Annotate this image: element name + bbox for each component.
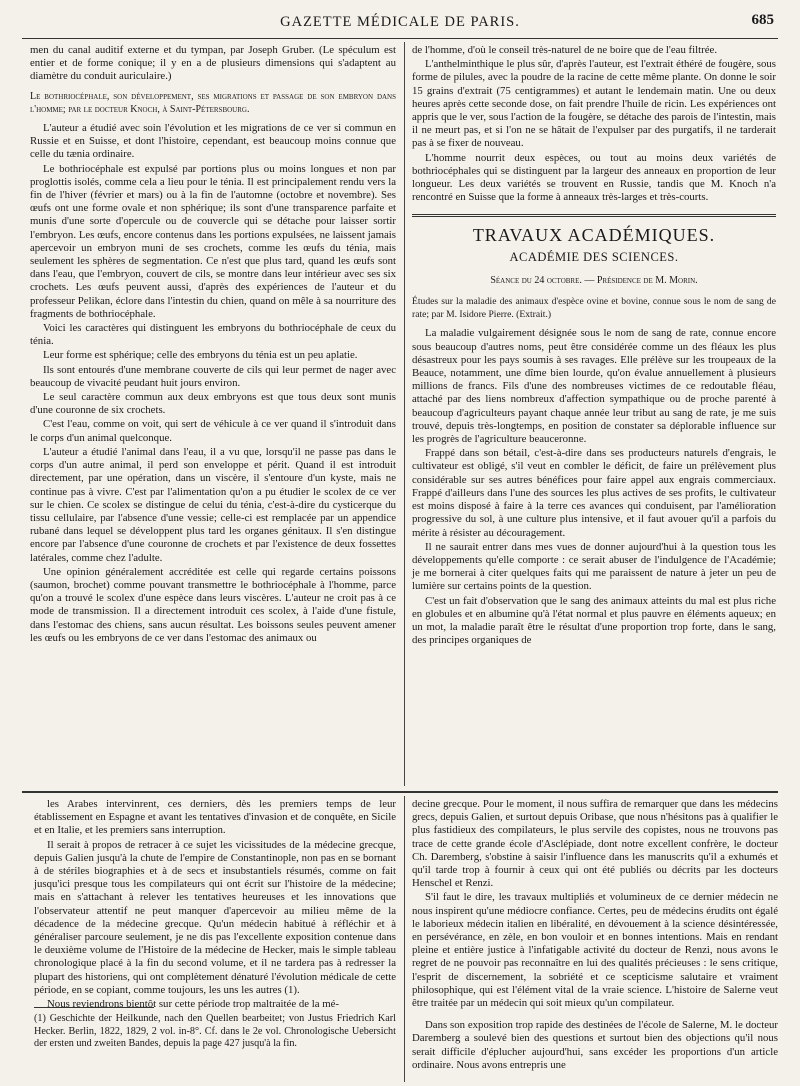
top-left-column (30, 44, 396, 786)
section-heading: TRAVAUX ACADÉMIQUES. (472, 225, 716, 246)
paragraph: Ils sont entourés d'une membrane couverte de cils qui leur permet de nager avec beaucoup de vivacité peudant huit jours environ. (30, 363, 396, 389)
feuilleton-rule (22, 791, 778, 793)
paragraph: les Arabes intervinrent, ces derniers, dès les premiers temps de leur établissement en Espagne et avant les tentatives d'invasion et de conquête, en Sicile et en Italie, et les premiers sans interruption. (34, 798, 396, 837)
paragraph: de l'homme, d'où le conseil très-naturel de ne boire que de l'eau filtrée. (412, 44, 718, 56)
bottom-left-column (34, 798, 396, 1011)
paragraph: decine grecque. Pour le moment, il nous suffira de remarquer que dans les médecins grecs, depuis Galien, et surtout depuis Oribase, que nous n'hésitons pas à qualifier le plus fastidieux des compilateurs, le plus servile des copistes, nous ne trouvons pas trace de cette grande école d'Asclépiade, dont notre excellent confrère, le docteur Ch. Daremberg, s'obstine à saisir l'influence dans les manuscrits qu'il a exhumés et qu'il tarde trop à fournir à ceux qui ont été publiés ou décrits par les docteurs Henschel et Renzi. (412, 798, 778, 890)
paragraph: Une opinion généralement accréditée est celle qui regarde certains poissons (saumon, brochet) comme pouvant transmettre le bothriocéphale à l'homme, parce qu'on a trouvé le scolex d'une espèce dans leurs viscères. L'auteur ne croit pas à ce mode de transmission. Il a directement introduit ces scolex, à l'aide d'une fistule, dans l'estomac des chiens, sans aucun résultat. Les boissons seules peuvent amener les œufs ou les embryons de ce ver dans l'estomac des animaux ou (30, 565, 396, 644)
paragraph: Il serait à propos de retracer à ce sujet les vicissitudes de la médecine grecque, depuis Galien jusqu'à la chute de l'empire de Constantinople, non pas en se bornant à de stériles biographies et à de secs et insubstantiels résumés, comme on fait jusqu'ici presque tous les compilateurs qui ont écrit sur l'histoire de la médecine; mais en s'attachant à relever les tentatives heureuses et les innovations que l'observateur attentif ne peut manquer d'apercevoir au milieu même de la décadence de la médecine grecque. Qu'un médecin habitué à réfléchir et à généraliser parcoure seulement, je ne dis pas l'excellente exposition contenue dans le deuxième volume de l'Histoire de la médecine de Hecker, mais le simple tableau chronologique placé à la fin du second volume, et il ne tardera pas à redresser la plupart des historiens, qui ont complètement dénaturé l'évolution médicale de cette période, en se copiant, comme toujours, les uns les autres (1). (34, 838, 396, 996)
paragraph: L'anthelminthique le plus sûr, d'après l'auteur, est l'extrait éthéré de fougère, sous forme de pilules, avec la poudre de la racine de cette même plante. On donne le soir 15 grains d'extrait (75 centigrammes) et autant le lendemain matin. Une ou deux heures après cette seconde dose, on fait prendre l'huile de ricin. Les expériences ont appris que le ver, sous l'action de la fougère, se détache des parois de l'intestin, mais il ne meurt pas, et si l'on ne se hâtait de l'expulser par des purgatifs, il ne tarderait pas à se fixer de nouveau. (412, 58, 776, 150)
section-separator (412, 214, 776, 217)
page-header (22, 10, 778, 36)
footnote-rule (34, 1007, 154, 1008)
paragraph: Nous reviendrons bientôt sur cette période trop maltraitée de la mé- (47, 998, 340, 1011)
paragraph: Voici les caractères qui distinguent les embryons du bothriocéphale de ceux du ténia. (30, 322, 396, 348)
session-line: Séance du 24 octobre. — Présidence de M. Morin. (490, 274, 698, 286)
top-right-column (412, 44, 776, 786)
paragraph: L'auteur a étudié l'animal dans l'eau, il a vu que, lorsqu'il ne passe pas dans le corps d'un autre animal, il perd son enveloppe et périt. Quand il est introduit directement, par une opération, dans un viscère, il s'entoure d'un kyste, mais ne continue pas à vivre. C'est par l'alimentation qu'on a pu étudier le scolex de ce ver sur le chien. Ce scolex se distingue de celui du ténia, c'est-à-dire du cysticerque du tissu cellulaire, par l'absence d'une vessie; celle-ci est remplacée par un appendice rubané dans lequel se développent plus tard les organes génitaux. Il s'en distingue encore par l'absence d'une couronne de crochets et par l'existence de deux fossettes latérales, comme chez l'adulte. (30, 445, 396, 564)
article-title: Le bothriocéphale, son développement, ses migrations et passage de son embryon dans l'homme; par le docteur Knoch, à Saint-Pétersbourg. (30, 90, 396, 115)
column-divider (404, 42, 405, 786)
paragraph: S'il faut le dire, les travaux multipliés et volumineux de ce dernier médecin ne nous inspirent qu'une médiocre confiance. Certes, peu de médecins érudits ont égalé le laborieux médecin italien en libéralité, en dévouement à la science désintéressée, en persévérance, en zèle, en bon vouloir et en bonnes intentions. Mais en rendant pleine et entière justice à l'infatigable activité du docteur de Renzi, nous avons le regret de ne pouvoir pas reconnaître en lui des qualités précieuses : le sens critique, l'esprit de discernement, la sobriété et ce scepticisme salutaire et vraiment philosophique, qui est l'élément vital de la vraie science. L'histoire de Salerne veut être traitée par un médecin qui soit mieux qu'un compilateur. (412, 891, 778, 1010)
paragraph: L'homme nourrit deux espèces, ou tout au moins deux variétés de bothriocéphales qui se distinguent par la largeur des anneaux en proportion de leur longueur. Les deux variétés se trouvent en Russie, tandis que M. Knoch n'a rencontré en Suisse que la forme à anneaux très-larges et très-courts. (412, 151, 776, 204)
paragraph: Frappé dans son bétail, c'est-à-dire dans ses producteurs naturels d'engrais, le cultivateur est obligé, s'il veut en combler le déficit, de faire un prélèvement plus considérable sur ses autres bénéfices pour faire appel aux engrais commerciaux. Frappé d'ailleurs dans l'une des sources les plus actives de ses profits, le cultivateur est moins disposé à faire à la terre ces avances qui conduisent, par l'amélioration progressive du sol, à une culture plus intensive, et il faut avouer qu'il a parfois du mérite à résister au découragement. (412, 447, 776, 539)
footnote (34, 1013, 396, 1051)
journal-title: GAZETTE MÉDICALE DE PARIS. (280, 14, 520, 30)
academy-heading: ACADÉMIE DES SCIENCES. (509, 249, 679, 264)
bottom-right-column (412, 798, 778, 1082)
header-rule (22, 38, 778, 39)
page-number: 685 (751, 12, 774, 28)
paragraph: Le bothriocéphale est expulsé par portions plus ou moins longues et non par proglottis isolés, comme cela a lieu pour le ténia. Il est principalement rendu vers la fin de l'hiver (février et mars) ou à la fin de l'automne (octobre et novembre). Ses œufs ont une forme ovale et non sphérique; ils sont d'une transparence parfaite et munis d'une sorte d'opercule ou de couvercle qui se détache pour laisser sortir l'embryon. Les œufs, encore contenus dans les portions expulsées, ne laissent jamais apercevoir un embryon muni de ses crochets, comme les œufs du ténia, mais seulement les sphères de segmentation. Ce n'est que plus tard, quand les œufs sont dans l'eau, que l'embryon, couvert de cils, se montre dans leur intérieur avec ses six crochets. Les œufs peuvent aussi, d'après des expériences de l'auteur et du professeur Pelikan, éclore dans l'intestin du chien, quand on mêle à sa nourriture des fragments de bothriocéphale. (30, 162, 396, 320)
paragraph: men du canal auditif externe et du tympan, par Joseph Gruber. (Le spéculum est entier et de forme conique; il y en a de plusieurs dimensions qui s'adaptent au diamètre du conduit auriculaire.) (30, 44, 396, 83)
paragraph: La maladie vulgairement désignée sous le nom de sang de rate, connue encore sous beaucoup d'autres noms, peut être considérée comme un des fléaux les plus désastreux pour les pays soumis à ses ravages. Elle prélève sur les troupeaux de la Beauce, notamment, une dîme bien lourde, qu'on évalue annuellement à plusieurs millions de francs. Fils d'une des nombreuses victimes de ce redoutable fléau, attaché par des liens nombreux d'affection sympathique ou de proche parenté à beaucoup d'agriculteurs payant chaque année leur tribut au sang de rate, je me suis trouvé, depuis très-longtemps, en position de constater sa déplorable influence sur les progrès de l'agriculture beauceronne. (412, 327, 776, 446)
paragraph: Leur forme est sphérique; celle des embryons du ténia est un peu aplatie. (43, 349, 358, 362)
column-divider (404, 796, 405, 1082)
paragraph: L'auteur a étudié avec soin l'évolution et les migrations de ce ver si commun en Russie et en Suisse, et dont l'histoire, cependant, est beaucoup moins connue que celle du tænia ordinaire. (30, 122, 396, 161)
paragraph: Il ne saurait entrer dans mes vues de donner aujourd'hui à la question tous les développements qu'elle comporte : ce serait abuser de l'indulgence de l'Académie; je me bornerai à citer quelques faits qui me paraissent de nature à jeter un peu de lumière sur certains points de la question. (412, 540, 776, 593)
paragraph: Le seul caractère commun aux deux embryons est que tous deux sont munis d'une couronne de six crochets. (30, 391, 396, 417)
paragraph: C'est l'eau, comme on voit, qui sert de véhicule à ce ver quand il s'introduit dans le corps d'un animal quelconque. (30, 418, 396, 444)
footnote-text: (1) Geschichte der Heilkunde, nach den Quellen bearbeitet; von Justus Friedrich Karl Hecker. Berlin, 1822, 1829, 2 vol. in-8°. Cf. dans le 2e vol. Chronologische Uebersicht der ersten und zweiten Bandes, depuis la page 427 jusqu'à la fin. (34, 1013, 396, 1050)
article-title: Études sur la maladie des animaux d'espèce ovine et bovine, connue sous le nom de sang de rate; par M. Isidore Pierre. (Extrait.) (412, 296, 776, 321)
paragraph: C'est un fait d'observation que le sang des animaux atteints du mal est plus riche en globules et en albumine qu'à l'état normal et plus pauvre en éléments aqueux; en un mot, la maladie paraît être le résultat d'une proportion trop forte, dans le sang, des principes organiques de (412, 594, 776, 647)
paragraph: Dans son exposition trop rapide des destinées de l'école de Salerne, M. le docteur Daremberg a soulevé bien des questions et surtout bien des objections qu'il nous serait difficile d'éplucher aujourd'hui, sans excéder les proportions d'un article ordinaire. Nous avons entrepris une (412, 1019, 778, 1071)
